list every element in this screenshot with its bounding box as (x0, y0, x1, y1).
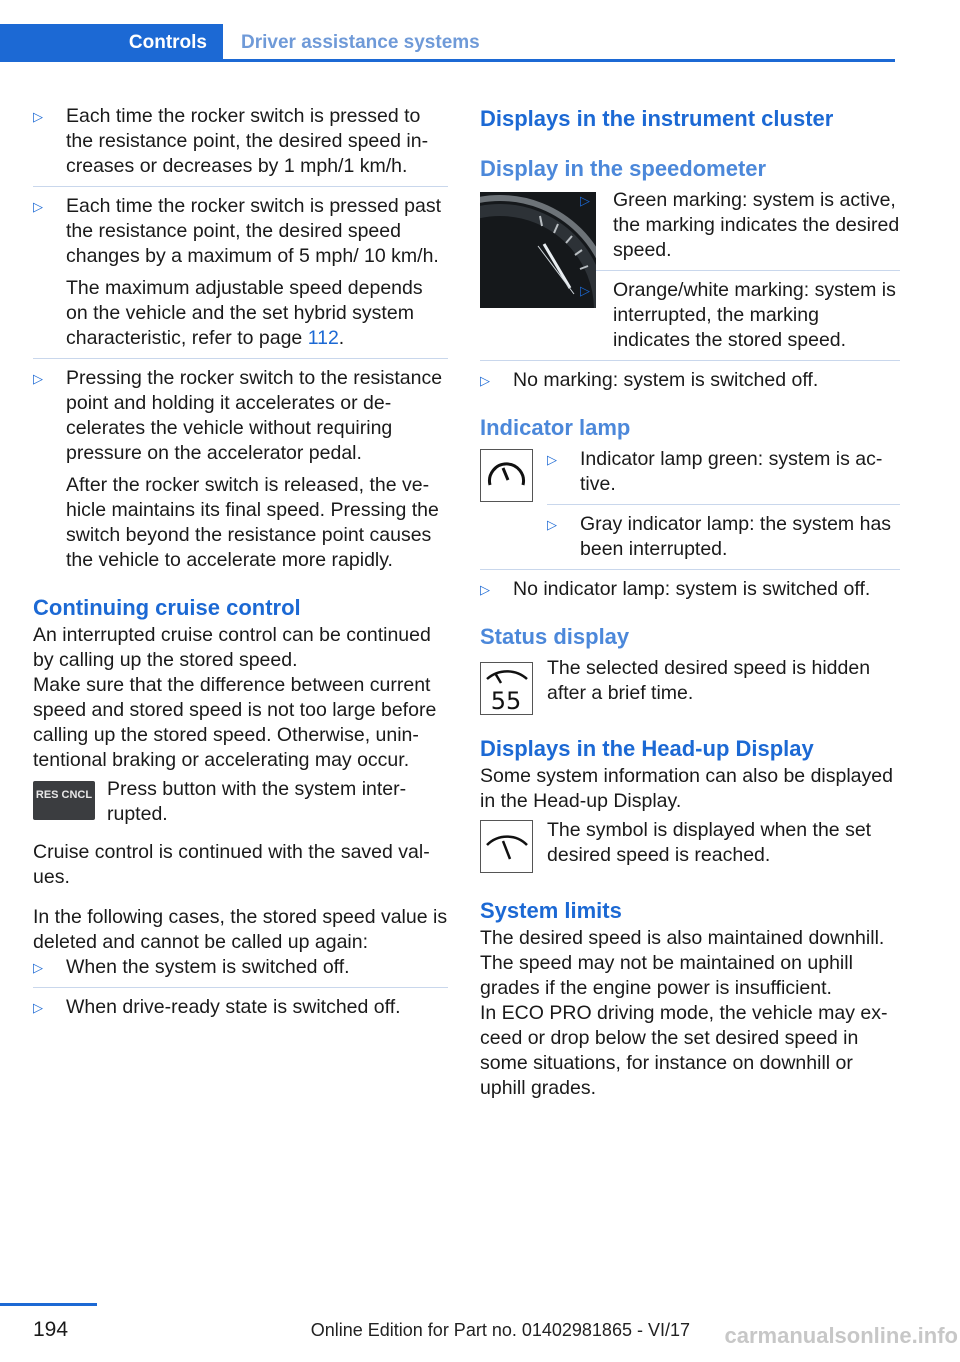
page-reference-link[interactable]: 112 (307, 327, 339, 349)
right-column (480, 104, 900, 1101)
status-display-row (480, 656, 900, 716)
paragraph: In ECO PRO driving mode, the vehicle may exceed or drop below the set desired speed in some situations, for instance on downhill or uphill grades. (480, 1002, 888, 1099)
list-divider (33, 186, 448, 187)
triangle-bullet-icon: ▷ (33, 371, 43, 386)
list-item-text: Orange/white marking: system is interrupted, the marking indicates the stored speed. (613, 279, 896, 351)
page-header (0, 24, 895, 62)
section-heading-displays: Displays in the instrument cluster (480, 106, 834, 131)
subheading-speedometer: Display in the speedometer (480, 156, 767, 181)
hud-speed-reached-icon (480, 820, 533, 873)
list-divider (480, 569, 900, 570)
subheading-indicator-lamp: Indicator lamp (480, 415, 631, 440)
paragraph: The symbol is displayed when the set desired speed is reached. (547, 819, 872, 866)
list-item-text: No indicator lamp: system is switched off. (513, 578, 871, 600)
status-speed-icon (480, 662, 533, 715)
list-item (547, 447, 900, 497)
hud-icon-row (480, 818, 900, 878)
page-number: 194 (33, 1318, 69, 1341)
status-speed-number: 55 (490, 687, 522, 714)
list-item-subtext: The maximum adjustable speed depends on the vehicle and the set hybrid system characteristic, refer to page 112. (66, 277, 423, 349)
speedometer-marking-icon (480, 192, 596, 308)
list-item (33, 104, 448, 179)
speedometer-image (480, 192, 596, 308)
list-divider (33, 358, 448, 359)
section-heading-system-limits: System limits (480, 898, 622, 923)
speedometer-block (480, 184, 900, 360)
list-item-text: When drive-ready state is switched off. (66, 996, 401, 1018)
header-rule (0, 59, 895, 62)
triangle-bullet-icon: ▷ (33, 1000, 43, 1015)
list-item (33, 366, 448, 573)
section-heading-continuing: Continuing cruise control (33, 595, 301, 620)
list-item (480, 368, 900, 393)
triangle-bullet-icon: ▷ (33, 960, 43, 975)
list-item-text: Gray indicator lamp: the system has been interrupted. (580, 513, 892, 560)
paragraph: The desired speed is also maintained downhill. The speed may not be maintained on uphill grades if the engine power is insufficient. (480, 927, 885, 999)
list-item (480, 577, 900, 602)
list-item-text: Indicator lamp green: system is active. (580, 448, 883, 495)
triangle-bullet-icon: ▷ (580, 283, 590, 298)
list-item-text: No marking: system is switched off. (513, 369, 819, 391)
paragraph: Some system information can also be displayed in the Head-up Display. (480, 765, 893, 812)
triangle-bullet-icon: ▷ (547, 452, 557, 467)
paragraph: The selected desired speed is hidden after a brief time. (547, 657, 871, 704)
list-item (33, 955, 448, 980)
edition-note: Online Edition for Part no. 01402981865 - VI/17 (310, 1320, 690, 1340)
list-item (547, 512, 900, 562)
triangle-bullet-icon: ▷ (580, 193, 590, 208)
list-item-text: When the system is switched off. (66, 956, 350, 978)
section-heading-hud: Displays in the Head-up Display (480, 736, 814, 761)
paragraph: Press button with the system interrupted. (107, 778, 407, 825)
paragraph: Cruise control is continued with the saved values. (33, 841, 430, 888)
watermark: carmanualsonline.info (724, 1323, 958, 1348)
subheading-status-display: Status display (480, 624, 630, 649)
list-item (33, 194, 448, 351)
list-item-subtext: After the rocker switch is released, the vehicle maintains its final speed. Pressing the switch beyond the resistance point causes the vehicle to accelerate more rapidly. (66, 474, 439, 571)
list-item-text: Each time the rocker switch is pressed to the resistance point, the desired speed increases or decreases by 1 mph/1 km/h. (66, 105, 429, 177)
paragraph: Make sure that the difference between current speed and stored speed is not too large before calling up the stored speed. Otherwise, unintentional braking or accelerating may occur. (33, 674, 437, 771)
list-item-text: Pressing the rocker switch to the resistance point and holding it accelerates or decelerates the vehicle without requiring pressure on the accelerator pedal. (66, 367, 443, 464)
triangle-bullet-icon: ▷ (480, 582, 490, 597)
list-item (33, 995, 448, 1020)
paragraph: In the following cases, the stored speed value is deleted and cannot be called up again: (33, 906, 448, 953)
triangle-bullet-icon: ▷ (33, 109, 43, 124)
section-tab-driver-assistance[interactable]: Driver assistance systems (241, 32, 480, 53)
paragraph: An interrupted cruise control can be continued by calling up the stored speed. (33, 624, 431, 671)
res-button-row (33, 777, 448, 833)
list-item-text: Each time the rocker switch is pressed past the resistance point, the desired speed changes by a maximum of 5 mph/ 10 km/h. (66, 195, 441, 267)
footer-rule (0, 1303, 97, 1306)
list-item (580, 278, 900, 353)
list-divider (580, 270, 900, 271)
cruise-control-indicator-icon (480, 449, 533, 502)
indicator-lamp-block (480, 443, 900, 562)
list-divider (547, 504, 900, 505)
triangle-bullet-icon: ▷ (480, 373, 490, 388)
section-tab-controls[interactable]: Controls (0, 24, 223, 62)
left-column (33, 104, 448, 1027)
list-divider (480, 360, 900, 361)
list-divider (33, 987, 448, 988)
res-cncl-button-icon: RES CNCL (33, 781, 95, 820)
triangle-bullet-icon: ▷ (547, 517, 557, 532)
triangle-bullet-icon: ▷ (33, 199, 43, 214)
list-item-text: Green marking: system is active, the marking indicates the desired speed. (613, 189, 900, 261)
list-item (580, 188, 900, 263)
